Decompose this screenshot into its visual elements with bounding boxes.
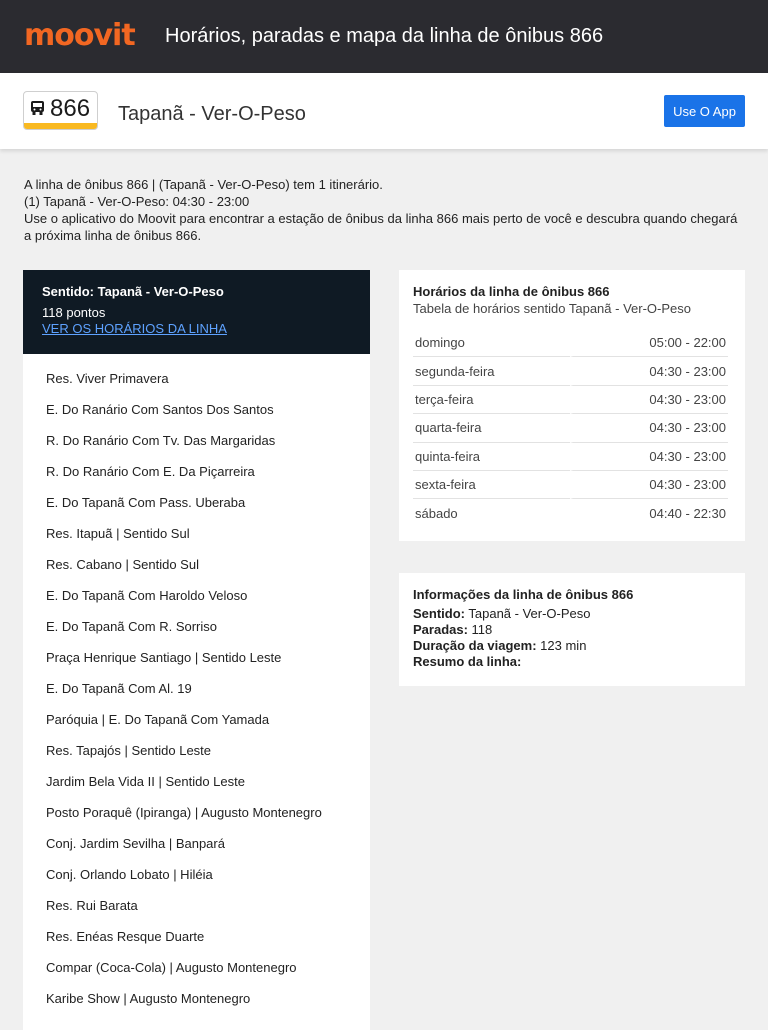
schedule-day: sexta-feira xyxy=(413,471,570,499)
table-row xyxy=(413,386,728,414)
info-direction xyxy=(413,606,731,622)
info-duration-label: Duração da viagem: xyxy=(413,638,537,653)
list-item[interactable]: Praça Henrique Santiago | Sentido Leste xyxy=(46,650,282,665)
list-item[interactable]: Compar (Coca-Cola) | Augusto Montenegro xyxy=(46,960,297,975)
schedule-time: 04:30 - 23:00 xyxy=(570,357,728,385)
list-item[interactable]: Paróquia | E. Do Tapanã Com Yamada xyxy=(46,712,270,727)
table-row xyxy=(413,499,728,527)
table-row xyxy=(413,357,728,385)
info-title: Informações da linha de ônibus 866 xyxy=(413,587,634,602)
list-item[interactable]: Res. Viver Primavera xyxy=(46,371,169,386)
schedule-day: quinta-feira xyxy=(413,443,570,471)
list-item[interactable]: E. Do Tapanã Com Al. 19 xyxy=(46,681,192,696)
schedule-day: domingo xyxy=(413,329,570,357)
table-row xyxy=(413,471,728,499)
list-item[interactable]: Jardim Bela Vida II | Sentido Leste xyxy=(46,774,245,789)
schedule-day: segunda-feira xyxy=(413,357,570,385)
schedule-subtitle: Tabela de horários sentido Tapanã - Ver-O-Peso xyxy=(413,301,691,316)
intro-line-2: (1) Tapanã - Ver-O-Peso: 04:30 - 23:00 xyxy=(24,194,250,209)
schedule-table xyxy=(413,329,728,528)
intro-line-3: Use o aplicativo do Moovit para encontrar a estação de ônibus da linha 866 mais perto de você e descubra quando chegará a próxima linha de ônibus 866. xyxy=(24,211,738,243)
schedule-time: 04:30 - 23:00 xyxy=(570,471,728,499)
route-number: 866 xyxy=(50,95,91,122)
use-app-button[interactable]: Use O App xyxy=(664,95,745,127)
list-item[interactable]: Res. Tapajós | Sentido Leste xyxy=(46,743,212,758)
info-summary-label: Resumo da linha: xyxy=(413,654,522,669)
info-direction-value: Tapanã - Ver-O-Peso xyxy=(468,606,591,621)
schedule-time: 04:30 - 23:00 xyxy=(570,386,728,414)
schedule-title: Horários da linha de ônibus 866 xyxy=(413,284,610,299)
table-row xyxy=(413,443,728,471)
list-item[interactable]: Conj. Orlando Lobato | Hiléia xyxy=(46,867,213,882)
schedule-card xyxy=(399,270,745,541)
table-row xyxy=(413,414,728,442)
intro-line-1: A linha de ônibus 866 | (Tapanã - Ver-O-Peso) tem 1 itinerário. xyxy=(24,177,383,192)
schedule-time: 04:30 - 23:00 xyxy=(570,443,728,471)
moovit-logo[interactable]: moovit xyxy=(24,18,135,53)
info-card xyxy=(399,573,745,686)
info-duration xyxy=(413,638,731,654)
info-summary xyxy=(413,654,731,670)
list-item[interactable]: E. Do Tapanã Com R. Sorriso xyxy=(46,619,217,634)
intro-text xyxy=(24,176,744,244)
direction-title: Sentido: Tapanã - Ver-O-Peso xyxy=(42,284,224,299)
route-badge xyxy=(23,91,98,130)
list-item[interactable]: Res. Itapuã | Sentido Sul xyxy=(46,526,190,541)
info-direction-label: Sentido: xyxy=(413,606,465,621)
info-duration-value: 123 min xyxy=(540,638,587,653)
list-item[interactable]: Conj. Jardim Sevilha | Banpará xyxy=(46,836,225,851)
route-header xyxy=(0,73,768,149)
table-row xyxy=(413,329,728,357)
schedule-day: quarta-feira xyxy=(413,414,570,442)
list-item[interactable]: R. Do Ranário Com E. Da Piçarreira xyxy=(46,464,255,479)
page-title: Horários, paradas e mapa da linha de ônibus 866 xyxy=(165,25,604,47)
list-item[interactable]: E. Do Tapanã Com Pass. Uberaba xyxy=(46,495,246,510)
route-badge-bar xyxy=(24,123,97,129)
info-stops-value: 118 xyxy=(471,622,493,637)
schedule-time: 04:40 - 22:30 xyxy=(570,499,728,527)
bus-icon xyxy=(30,100,45,116)
route-name: Tapanã - Ver-O-Peso xyxy=(118,103,306,125)
schedule-day: terça-feira xyxy=(413,386,570,414)
list-item[interactable]: Karibe Show | Augusto Montenegro xyxy=(46,991,251,1006)
info-stops xyxy=(413,622,731,638)
stop-count: 118 pontos xyxy=(42,305,106,320)
schedule-day: sábado xyxy=(415,506,458,522)
list-item[interactable]: Posto Poraquê (Ipiranga) | Augusto Montenegro xyxy=(46,805,322,820)
list-item[interactable]: Res. Cabano | Sentido Sul xyxy=(46,557,199,572)
schedule-time: 04:30 - 23:00 xyxy=(570,414,728,442)
stops-list xyxy=(23,354,370,1014)
list-item[interactable]: Res. Enéas Resque Duarte xyxy=(46,929,205,944)
stops-panel xyxy=(23,270,370,1030)
top-bar xyxy=(0,0,768,73)
direction-box xyxy=(23,270,370,354)
schedule-time: 05:00 - 22:00 xyxy=(570,329,728,357)
info-stops-label: Paradas: xyxy=(413,622,468,637)
list-item[interactable]: E. Do Ranário Com Santos Dos Santos xyxy=(46,402,274,417)
list-item[interactable]: E. Do Tapanã Com Haroldo Veloso xyxy=(46,588,248,603)
list-item[interactable]: Res. Rui Barata xyxy=(46,898,138,913)
view-schedule-link[interactable]: VER OS HORÁRIOS DA LINHA xyxy=(42,321,227,336)
list-item[interactable]: R. Do Ranário Com Tv. Das Margaridas xyxy=(46,433,276,448)
